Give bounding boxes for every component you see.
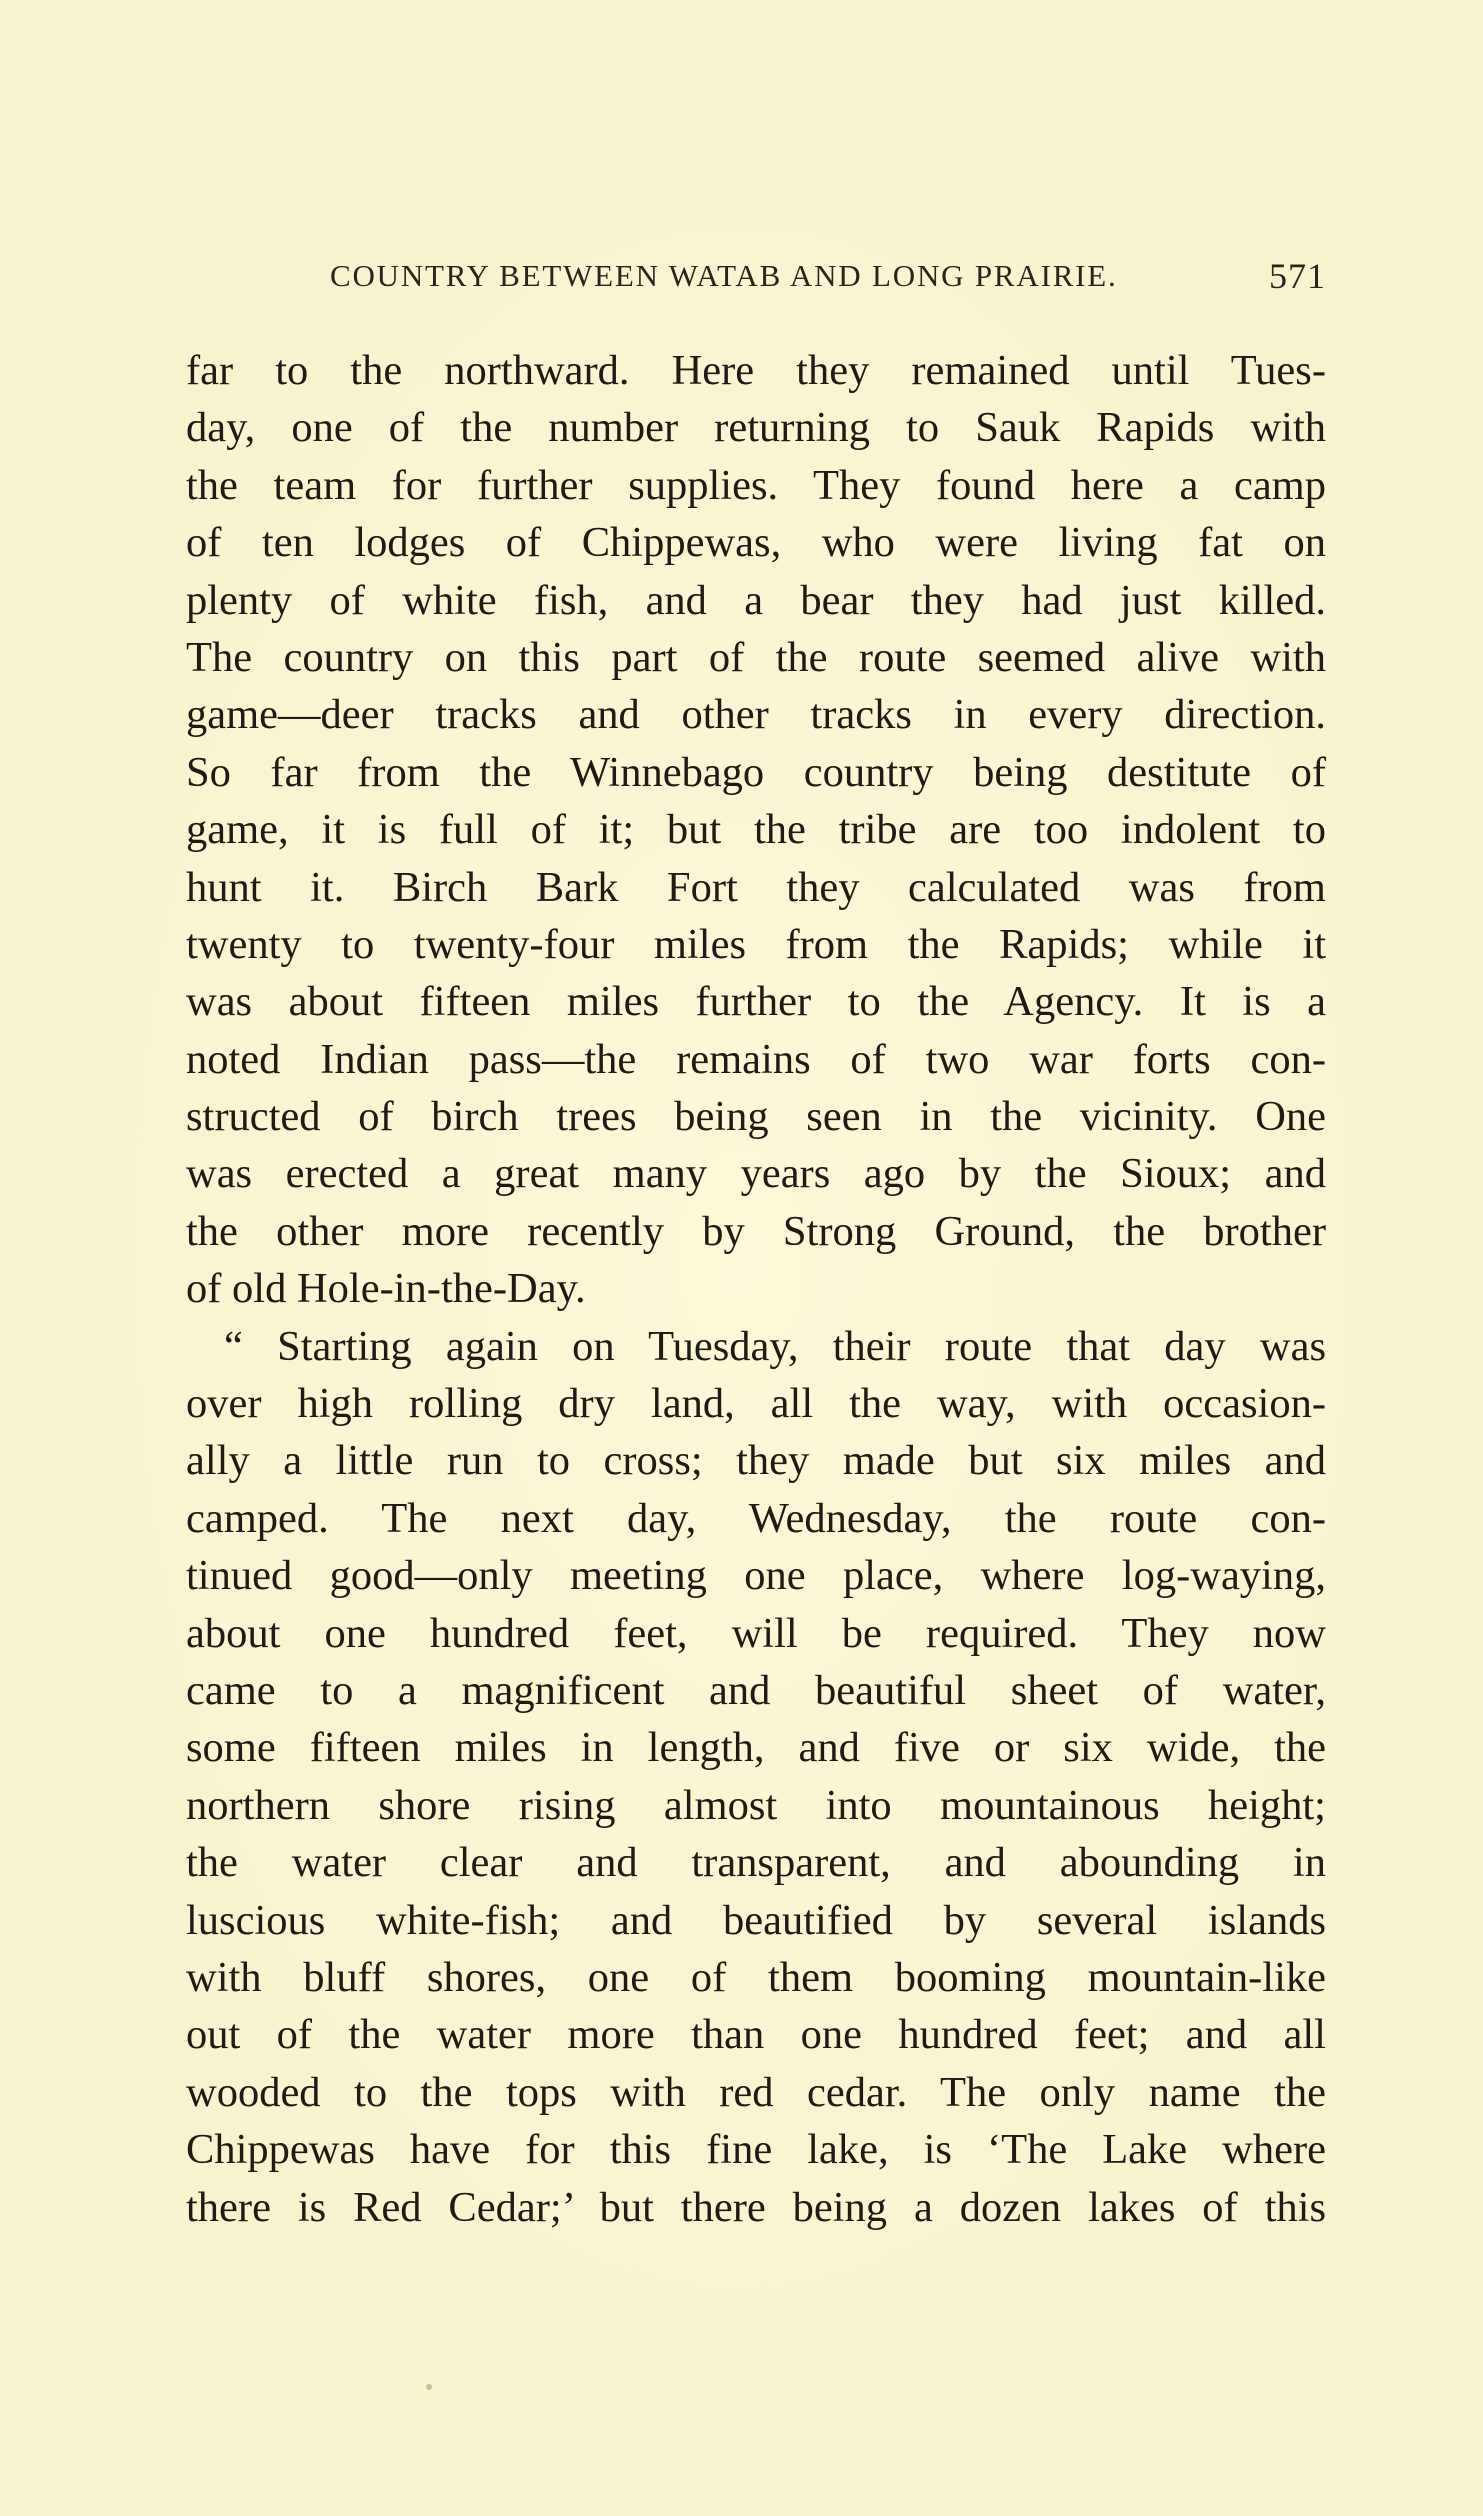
text-line: northern shore rising almost into mountainous height; (186, 1781, 1326, 1829)
text-line: out of the water more than one hundred feet; and all (186, 2011, 1326, 2059)
text-line: wooded to the tops with red cedar. The only name the (186, 2068, 1326, 2116)
text-line: hunt it. Birch Bark Fort they calculated was from (186, 863, 1326, 911)
text-line: day, one of the number returning to Sauk Rapids with (186, 404, 1326, 452)
text-line: far to the northward. Here they remained until Tues- (186, 347, 1326, 394)
body-text (186, 342, 1326, 2236)
running-title: COUNTRY BETWEEN WATAB AND LONG PRAIRIE. (330, 258, 1118, 293)
text-line: So far from the Winnebago country being destitute of (186, 748, 1326, 796)
text-line: about one hundred feet, will be required. They now (186, 1609, 1326, 1657)
page-number: 571 (1269, 256, 1326, 296)
text-line: was about fifteen miles further to the Agency. It is a (186, 978, 1326, 1026)
text-line: game, it is full of it; but the tribe are too indolent to (186, 806, 1326, 854)
text-line: over high rolling dry land, all the way, with occasion- (186, 1380, 1326, 1428)
text-line: some fifteen miles in length, and five or six wide, the (186, 1724, 1326, 1772)
text-line: Chippewas have for this fine lake, is ‘The Lake where (186, 2126, 1326, 2174)
text-line: was erected a great many years ago by the Sioux; and (186, 1150, 1326, 1198)
text-line: The country on this part of the route seemed alive with (186, 633, 1326, 681)
text-line: ally a little run to cross; they made but six miles and (186, 1437, 1326, 1485)
text-line: structed of birch trees being seen in the vicinity. One (186, 1093, 1326, 1141)
paragraph-end-line: of old Hole-in-the-Day. (186, 1265, 586, 1313)
text-line: the team for further supplies. They found here a camp (186, 461, 1326, 509)
text-line: plenty of white fish, and a bear they had just killed. (186, 576, 1326, 624)
text-line: tinued good—only meeting one place, where log-waying, (186, 1552, 1326, 1600)
text-line: there is Red Cedar;’ but there being a dozen lakes of this (186, 2183, 1326, 2231)
running-head (186, 258, 1326, 306)
text-line: came to a magnificent and beautiful sheet of water, (186, 1666, 1326, 1714)
text-line: game—deer tracks and other tracks in every direction. (186, 691, 1326, 739)
text-line: noted Indian pass—the remains of two war forts con- (186, 1035, 1326, 1083)
text-line: of ten lodges of Chippewas, who were living fat on (186, 519, 1326, 567)
text-line: the water clear and transparent, and abounding in (186, 1839, 1326, 1887)
text-line: the other more recently by Strong Ground, the brother (186, 1207, 1326, 1255)
paper-speck (426, 2384, 432, 2390)
text-line: twenty to twenty-four miles from the Rapids; while it (186, 920, 1326, 968)
text-line: with bluff shores, one of them booming mountain-like (186, 1953, 1326, 2001)
text-line: camped. The next day, Wednesday, the route con- (186, 1494, 1326, 1542)
text-line: luscious white-fish; and beautified by several islands (186, 1896, 1326, 1944)
paragraph-start-line: “ Starting again on Tuesday, their route that day was (224, 1322, 1326, 1370)
